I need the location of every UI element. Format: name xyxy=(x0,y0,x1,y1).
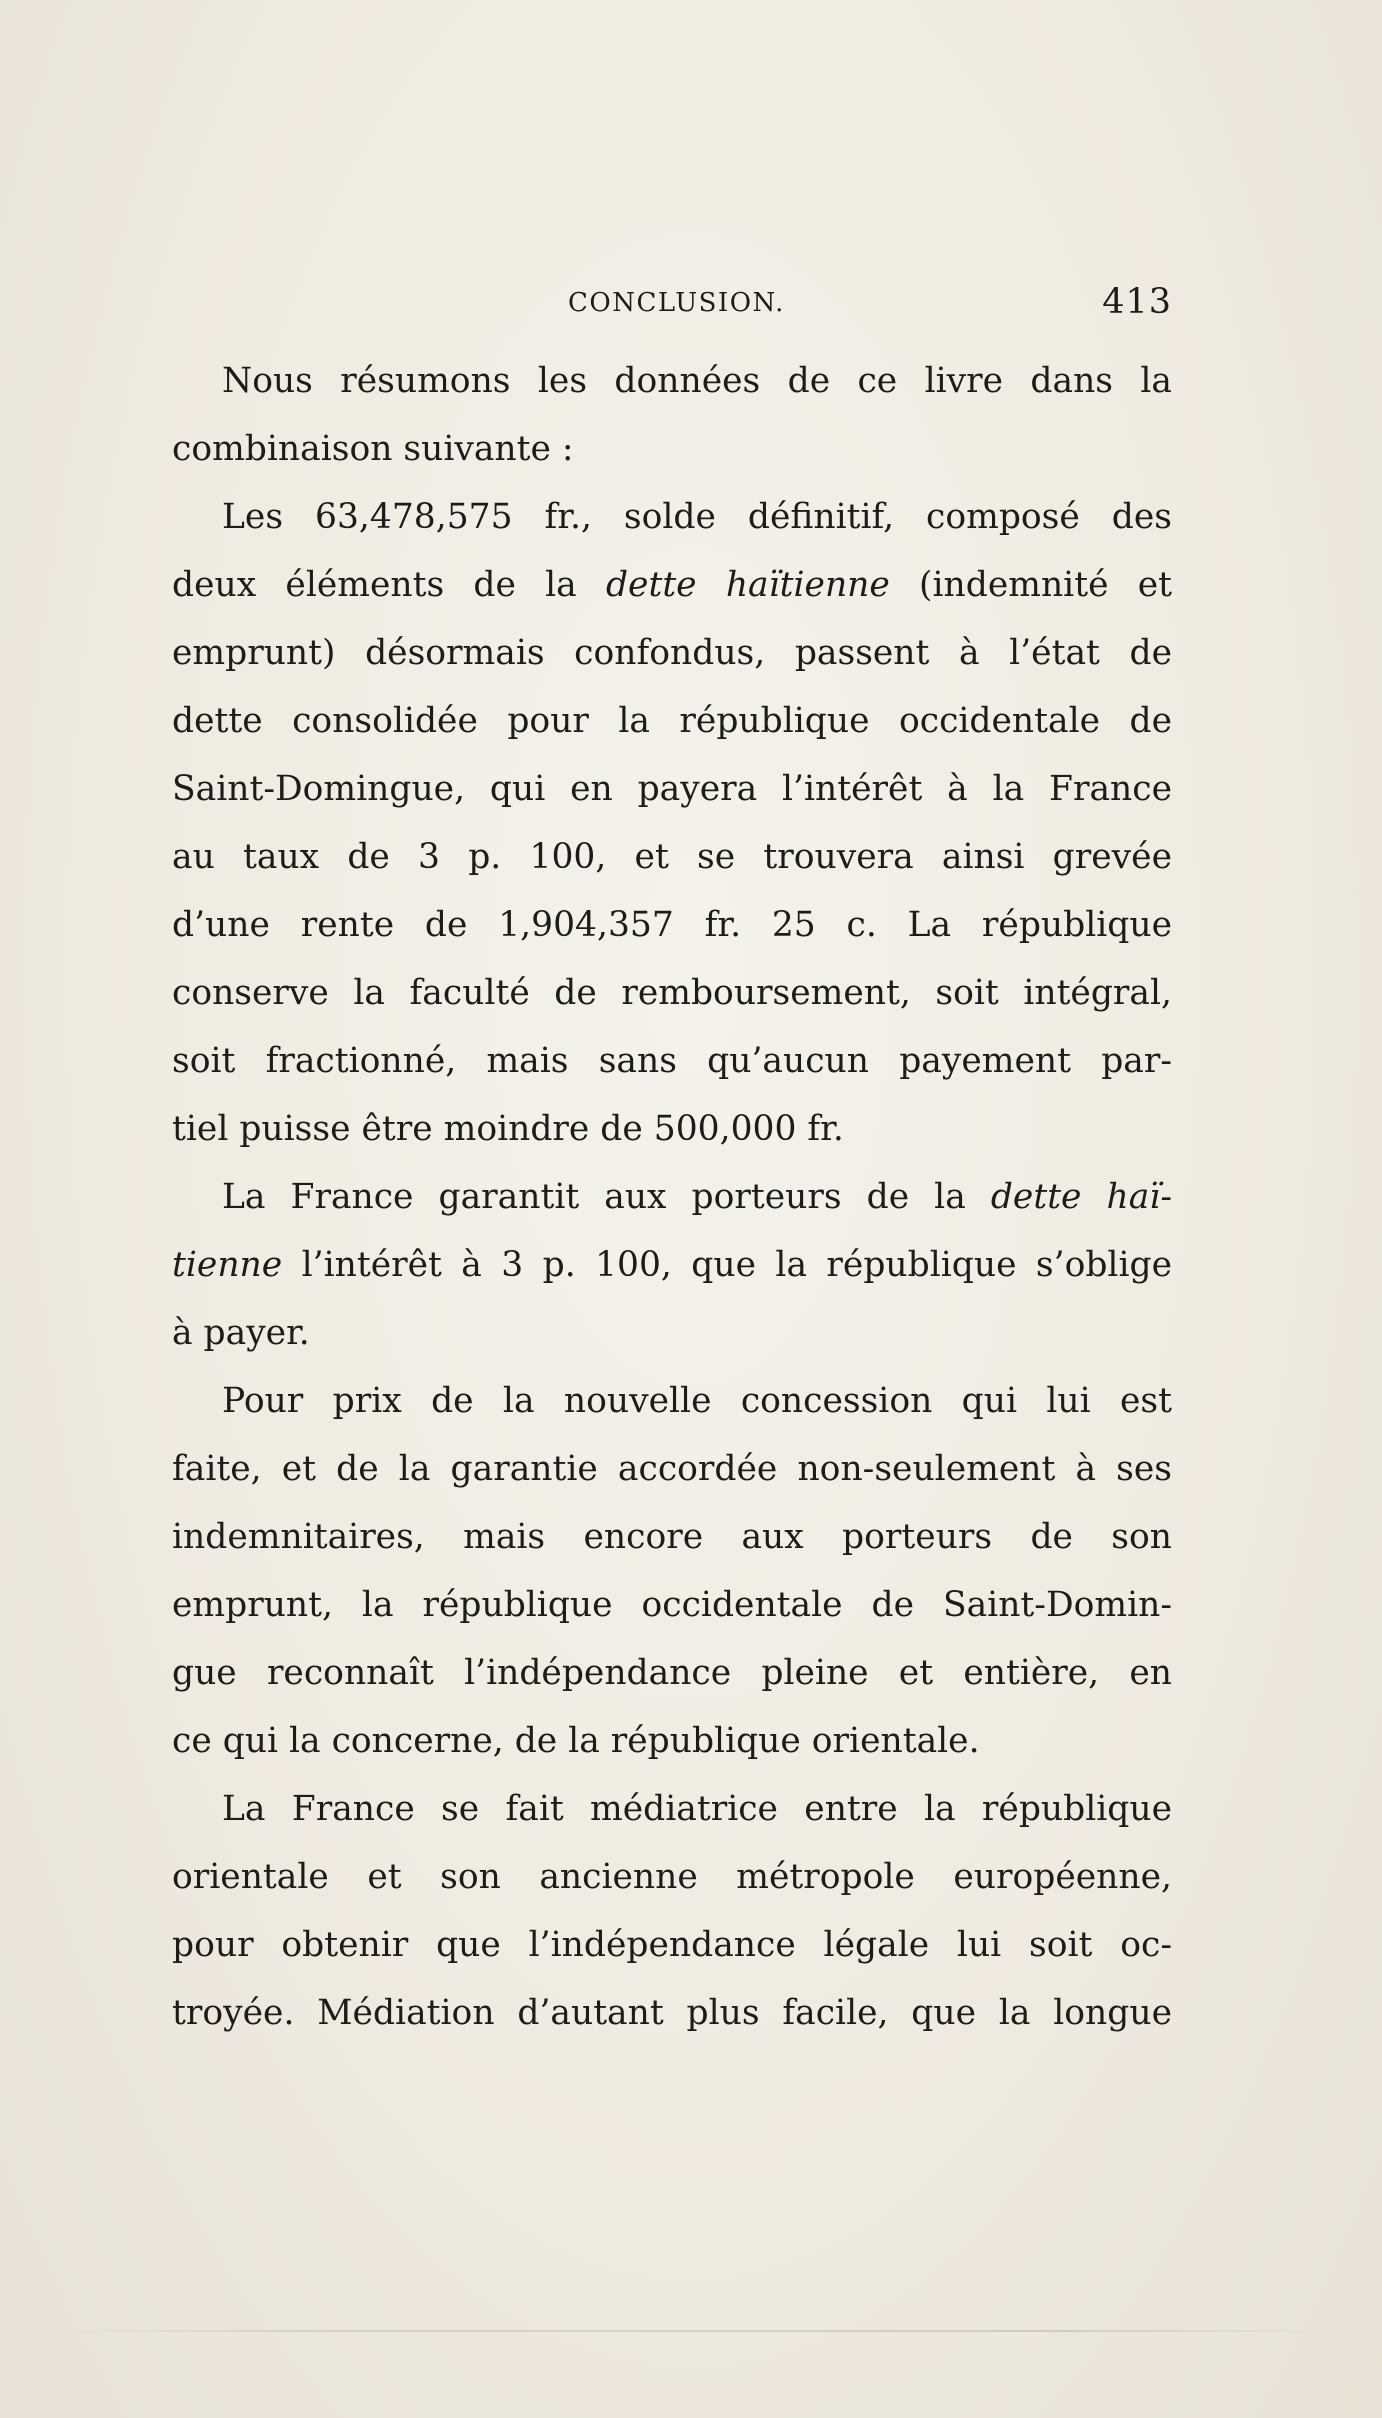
text-line xyxy=(172,551,1172,619)
text-line: à payer. xyxy=(172,1313,310,1353)
text-line: emprunt, la république occidentale de Saint-Domin- xyxy=(172,1585,1172,1625)
paragraph-2 xyxy=(172,483,1172,1163)
paragraph-4 xyxy=(172,1367,1172,1775)
text-line: combinaison suivante : xyxy=(172,429,574,469)
text-segment: deux éléments de la xyxy=(172,565,606,605)
text-line: Nous résumons les données de ce livre dans la xyxy=(222,361,1172,401)
text-line: d’une rente de 1,904,357 fr. 25 c. La république xyxy=(172,905,1172,945)
text-line: ce qui la concerne, de la république orientale. xyxy=(172,1721,980,1761)
text-line: orientale et son ancienne métropole européenne, xyxy=(172,1857,1172,1897)
text-line xyxy=(172,1231,1172,1299)
italic-term: tienne xyxy=(172,1245,283,1285)
text-segment: La France garantit aux porteurs de la xyxy=(222,1177,991,1217)
text-line: indemnitaires, mais encore aux porteurs de son xyxy=(172,1517,1172,1557)
text-segment: (indemnité et xyxy=(889,565,1172,605)
paragraph-1 xyxy=(172,347,1172,483)
text-line: tiel puisse être moindre de 500,000 fr. xyxy=(172,1109,844,1149)
body-text xyxy=(172,347,1172,2047)
text-line: soit fractionné, mais sans qu’aucun payement par- xyxy=(172,1041,1172,1081)
text-line: La France se fait médiatrice entre la république xyxy=(222,1789,1172,1829)
paragraph-3 xyxy=(172,1163,1172,1367)
italic-term: dette haïtienne xyxy=(605,565,890,605)
text-segment: l’intérêt à 3 p. 100, que la république s’oblige xyxy=(301,1245,1172,1285)
text-line: dette consolidée pour la république occidentale de xyxy=(172,701,1172,741)
text-line: gue reconnaît l’indépendance pleine et entière, en xyxy=(172,1653,1172,1693)
running-title: CONCLUSION. xyxy=(568,288,785,318)
text-line: Les 63,478,575 fr., solde définitif, composé des xyxy=(222,497,1172,537)
italic-term: dette haï- xyxy=(990,1177,1172,1217)
text-line: Pour prix de la nouvelle concession qui lui est xyxy=(222,1381,1172,1421)
page-number: 413 xyxy=(1102,282,1172,322)
page-edge-line xyxy=(60,2330,1322,2332)
text-line: Saint-Domingue, qui en payera l’intérêt à la France xyxy=(172,769,1172,809)
text-line xyxy=(172,1163,1172,1231)
text-line: au taux de 3 p. 100, et se trouvera ainsi grevée xyxy=(172,837,1172,877)
text-line: troyée. Médiation d’autant plus facile, que la longue xyxy=(172,1993,1172,2033)
text-line: emprunt) désormais confondus, passent à l’état de xyxy=(172,633,1172,673)
text-line: faite, et de la garantie accordée non-seulement à ses xyxy=(172,1449,1172,1489)
text-line: pour obtenir que l’indépendance légale lui soit oc- xyxy=(172,1925,1172,1965)
page-header xyxy=(172,282,1172,326)
paragraph-5 xyxy=(172,1775,1172,2047)
text-line: conserve la faculté de remboursement, soit intégral, xyxy=(172,973,1172,1013)
